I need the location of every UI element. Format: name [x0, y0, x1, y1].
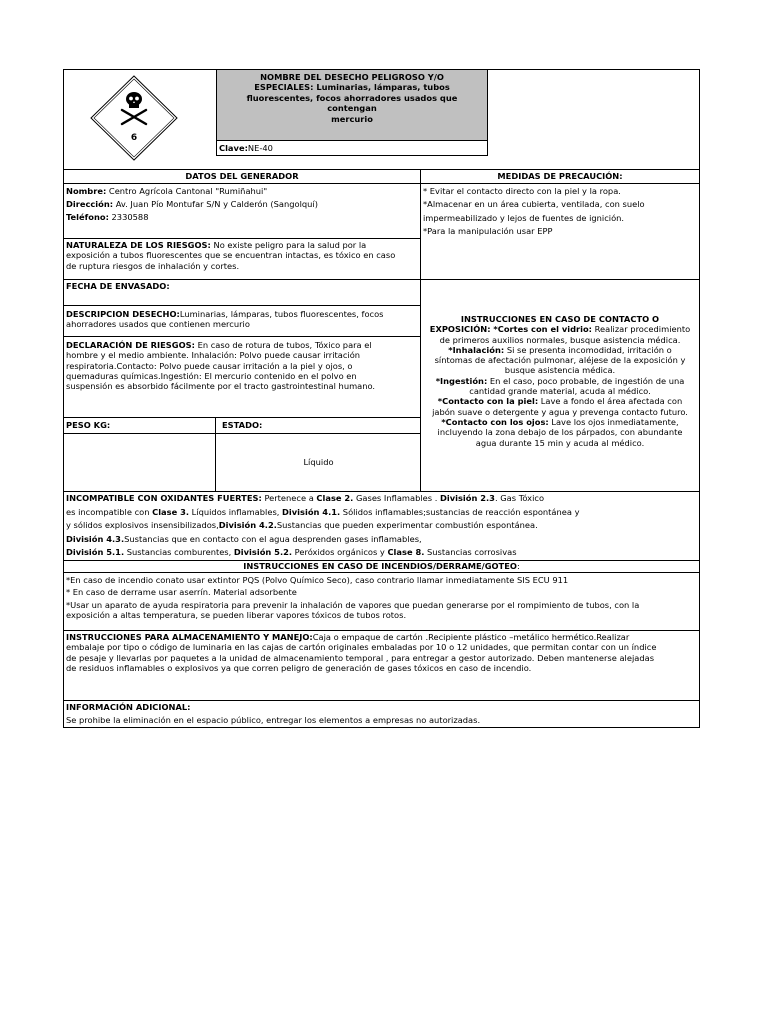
peso-value-cell: [64, 434, 216, 491]
hazard-class-number: 6: [130, 133, 138, 143]
title-line-3: fluorescentes, focos ahorradores usados que: [246, 92, 458, 103]
waste-title: [216, 70, 488, 141]
title-line-2: ESPECIALES: Luminarias, lámparas, tubos: [254, 82, 450, 93]
skull-crossbones-icon: [64, 70, 216, 170]
estado-label: ESTADO:: [222, 420, 263, 430]
nombre-value: Centro Agrícola Cantonal "Rumiñahui": [106, 186, 268, 196]
estado: [216, 418, 421, 434]
clave-label: Clave:: [219, 143, 248, 153]
fecha-label: FECHA DE ENVASADO:: [66, 281, 170, 291]
peso-label: PESO KG:: [66, 420, 111, 430]
precaucion-line-2: *Almacenar en un área cubierta, ventilada, con suelo: [423, 199, 645, 210]
precaucion-header: MEDIDAS DE PRECAUCIÓN:: [421, 170, 699, 184]
incendio-data: *En caso de incendio conato usar extintor PQS (Polvo Químico Seco), caso contrario llamar inmediatamente SIS ECU 911 * En caso de derrame usar aserrín. Material adsorbente *Usar un aparato de ayuda respiratoria para prevenir la inhalación de vapores que puedan generarse por el rompimiento de tubos, con la exposición a altas temperatura, se pueden liberar vapores tóxicos de tubos rotos.: [66, 575, 640, 620]
contacto-instrucciones: INSTRUCCIONES EN CASO DE CONTACTO O EXPOSICIÓN: *Cortes con el vidrio: Realizar procedimiento de primeros auxilios normales, busque asistencia médica. *Inhalación: Si se presenta incomodidad, irritación o síntomas de afectación pulmonar, aléjese de la exposición y busque asistencia médica. *Ingestión: En el caso, poco probable, de ingestión de una cantidad grande material, acuda al médico. *Contacto con la piel: Lave a fondo el área afectada con jabón suave o detergente y agua y prevenga contacto futuro. *Contacto con los ojos: Lave los ojos inmediatamente, incluyendo la zona debajo de los párpados, con abundante agua durante 15 min y acuda al médico.: [429, 314, 691, 448]
declaracion-label: DECLARACIÓN DE RIESGOS:: [66, 340, 195, 350]
direccion-value: Av. Juan Pío Montufar S/N y Calderón (Sangolquí): [113, 199, 318, 209]
declaracion-riesgos: DECLARACIÓN DE RIESGOS: En caso de rotura de tubos, Tóxico para el hombre y el medio ambiente. Inhalación: Polvo puede causar irritación respiratoria.Contacto: Polvo puede causar irritación a la piel y ojos, o quemaduras químicas.Ingestión: El mercurio contenido en el polvo en suspensión es absorbido fácilmente por el tracto gastrointestinal humano.: [64, 337, 421, 418]
direccion-label: Dirección:: [66, 199, 114, 209]
incompatibilidad: INCOMPATIBLE CON OXIDANTES FUERTES: Pertenece a Clase 2. Gases Inflamables . División 2.3. Gas Tóxico es incompatible con Clase 3. Líquidos inflamables, División 4.1. Sólidos inflamables;sustancias de reacción espontánea y y sólidos explosivos insensibilizados,División 4.2.Sustancias que pueden experimentar combustión espontánea. División 4.3.Sustancias que en contacto con el agua desprenden gases inflamables, División 5.1. Sustancias comburentes, División 5.2. Peróxidos orgánicos y Clase 8. Sustancias corrosivas: [66, 493, 580, 557]
descripcion-label: DESCRIPCION DESECHO:: [66, 309, 180, 319]
title-line-1: NOMBRE DEL DESECHO PELIGROSO Y/O: [260, 72, 444, 82]
informacion-adicional: INFORMACIÓN ADICIONAL: Se prohibe la eliminación en el espacio público, entregar los elementos a empresas no autorizadas.: [66, 702, 481, 725]
contacto-header-2: EXPOSICIÓN:: [429, 324, 494, 335]
precaucion-line-4: *Para la manipulación usar EPP: [423, 225, 553, 236]
clave-value: NE-40: [247, 143, 273, 153]
nombre-label: Nombre:: [66, 186, 107, 196]
naturaleza-riesgos: NATURALEZA DE LOS RIESGOS: No existe peligro para la salud por la exposición a tubos fluorescentes que se encuentran intactas, es tóxico en caso de ruptura riesgos de inhalación y cortes.: [64, 238, 421, 280]
clave-field: [216, 141, 488, 156]
precaucion-data: [421, 184, 699, 280]
estado-value: Líquido: [303, 457, 334, 467]
descripcion-desecho: DESCRIPCION DESECHO:Luminarias, lámparas, tubos fluorescentes, focos ahorradores usados que contienen mercurio: [64, 306, 421, 337]
fecha-envasado: [64, 280, 421, 306]
telefono-value: 2330588: [108, 212, 149, 222]
incendio-header: INSTRUCCIONES EN CASO DE INCENDIOS/DERRAME/GOTEO:: [64, 560, 699, 573]
precaucion-line-3: impermeabilizado y lejos de fuentes de ignición.: [423, 212, 625, 223]
hazard-label: [64, 70, 216, 170]
precaucion-line-1: * Evitar el contacto directo con la piel y la ropa.: [423, 186, 621, 196]
peso-kg: [64, 418, 216, 434]
contacto-header-1: INSTRUCCIONES EN CASO DE CONTACTO O: [460, 314, 660, 324]
hazardous-waste-sheet: [63, 69, 700, 728]
title-line-5: mercurio: [331, 113, 373, 124]
almacenamiento: INSTRUCCIONES PARA ALMACENAMIENTO Y MANEJO:Caja o empaque de cartón .Recipiente plástico –metálico hermético.Realizar embalaje por tipo o código de luminaria en las cajas de cartón originales embaladas por 10 o 12 unidades, que permitan contar con un índice de pesaje y llevarlas por paquetes a la unidad de almacenamiento temporal , para entregar a gestor autorizado. Deben mantenerse alejadas de residuos inflamables o explosivos ya que corren peligro de generación de gases tóxicos en caso de incendio.: [64, 630, 699, 701]
generador-header: DATOS DEL GENERADOR: [64, 170, 421, 184]
naturaleza-label: NATURALEZA DE LOS RIESGOS:: [66, 240, 211, 250]
generador-data: [64, 184, 421, 238]
telefono-label: Teléfono:: [66, 212, 109, 222]
title-line-4: contengan: [327, 103, 377, 114]
